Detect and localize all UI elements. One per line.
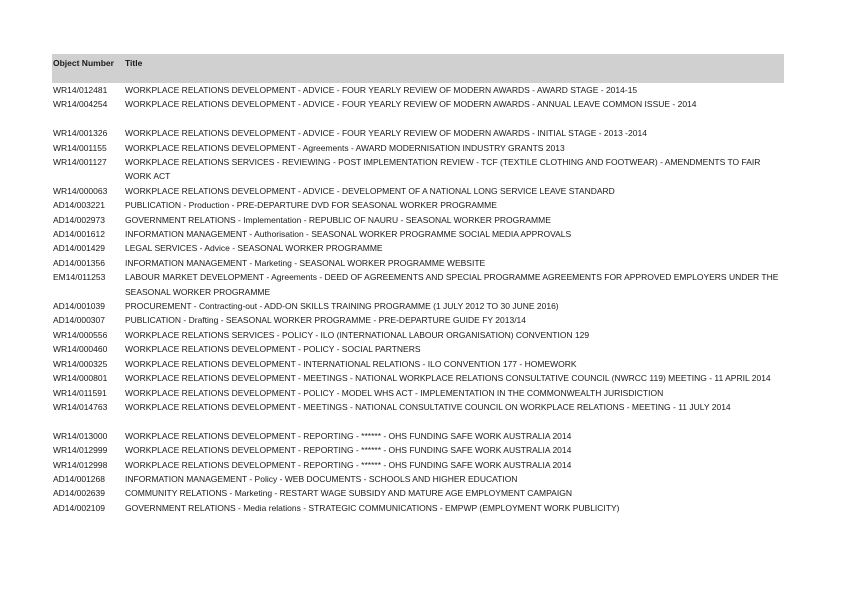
table-row bbox=[52, 501, 784, 515]
record-title: LEGAL SERVICES - Advice - SEASONAL WORKER PROGRAMME bbox=[125, 243, 383, 254]
table-body bbox=[52, 83, 784, 515]
record-title: INFORMATION MANAGEMENT - Marketing - SEASONAL WORKER PROGRAMME WEBSITE bbox=[125, 257, 486, 268]
table-row bbox=[52, 299, 784, 313]
records-table bbox=[52, 54, 784, 515]
table-row bbox=[52, 328, 784, 342]
record-title: GOVERNMENT RELATIONS - Media relations - STRATEGIC COMMUNICATIONS - EMPWP (EMPLOYMENT WORK PUBLICITY) bbox=[125, 502, 620, 513]
record-title: WORKPLACE RELATIONS SERVICES - REVIEWING - POST IMPLEMENTATION REVIEW - TCF (TEXTILE CLOTHING AND FOOTWEAR) - AMENDMENTS TO FAIR WORK ACT bbox=[125, 157, 761, 182]
record-title: WORKPLACE RELATIONS DEVELOPMENT - Agreements - AWARD MODERNISATION INDUSTRY GRANTS 2013 bbox=[125, 142, 565, 153]
table-row bbox=[52, 371, 784, 385]
object-number: AD14/000307 bbox=[53, 315, 105, 326]
object-number: WR14/000556 bbox=[53, 329, 108, 340]
table-row bbox=[52, 97, 784, 111]
table-row bbox=[52, 241, 784, 255]
table-row bbox=[52, 357, 784, 371]
object-number: WR14/014763 bbox=[53, 401, 108, 412]
object-number: WR14/011591 bbox=[53, 387, 107, 398]
object-number: WR14/012999 bbox=[53, 445, 108, 456]
record-title: GOVERNMENT RELATIONS - Implementation - REPUBLIC OF NAURU - SEASONAL WORKER PROGRAMME bbox=[125, 214, 551, 225]
object-number: WR14/000801 bbox=[53, 373, 108, 384]
record-title: INFORMATION MANAGEMENT - Policy - WEB DOCUMENTS - SCHOOLS AND HIGHER EDUCATION bbox=[125, 473, 518, 484]
record-title: WORKPLACE RELATIONS DEVELOPMENT - ADVICE - FOUR YEARLY REVIEW OF MODERN AWARDS - AWARD STAGE - 2014-15 bbox=[125, 85, 638, 95]
object-number: WR14/001127 bbox=[53, 157, 107, 168]
record-title: WORKPLACE RELATIONS DEVELOPMENT - REPORTING - ****** - OHS FUNDING SAFE WORK AUSTRALIA 2014 bbox=[125, 430, 572, 441]
record-title: WORKPLACE RELATIONS DEVELOPMENT - ADVICE - FOUR YEARLY REVIEW OF MODERN AWARDS - INITIAL STAGE - 2013 -2014 bbox=[125, 128, 647, 139]
table-row bbox=[52, 184, 784, 198]
record-title: WORKPLACE RELATIONS DEVELOPMENT - ADVICE - FOUR YEARLY REVIEW OF MODERN AWARDS - ANNUAL LEAVE COMMON ISSUE - 2014 bbox=[125, 99, 697, 110]
object-number: WR14/001155 bbox=[53, 142, 107, 153]
object-number: WR14/000460 bbox=[53, 344, 108, 355]
table-row bbox=[52, 83, 784, 97]
table-row bbox=[52, 227, 784, 241]
object-number: AD14/002109 bbox=[53, 502, 105, 513]
table-row bbox=[52, 141, 784, 155]
table-row bbox=[52, 342, 784, 356]
record-title: WORKPLACE RELATIONS DEVELOPMENT - MEETINGS - NATIONAL WORKPLACE RELATIONS CONSULTATIVE COUNCIL (NWRCC 119) MEETING - 11 APRIL 2014 bbox=[125, 373, 771, 384]
record-title: WORKPLACE RELATIONS DEVELOPMENT - MEETINGS - NATIONAL CONSULTATIVE COUNCIL ON WORKPLACE RELATIONS - MEETING - 11 JULY 2014 bbox=[125, 401, 731, 412]
record-title: WORKPLACE RELATIONS DEVELOPMENT - REPORTING - ****** - OHS FUNDING SAFE WORK AUSTRALIA 2014 bbox=[125, 445, 572, 456]
object-number: AD14/003221 bbox=[53, 200, 105, 211]
record-title: INFORMATION MANAGEMENT - Authorisation - SEASONAL WORKER PROGRAMME SOCIAL MEDIA APPROVALS bbox=[125, 229, 572, 240]
table-row bbox=[52, 400, 784, 414]
table-row bbox=[52, 270, 784, 299]
table-row bbox=[52, 429, 784, 443]
table-header bbox=[52, 54, 784, 83]
record-title: WORKPLACE RELATIONS DEVELOPMENT - REPORTING - ****** - OHS FUNDING SAFE WORK AUSTRALIA 2014 bbox=[125, 459, 572, 470]
table-row bbox=[52, 126, 784, 140]
object-number: WR14/000325 bbox=[53, 358, 108, 369]
table-row bbox=[52, 198, 784, 212]
record-title: PUBLICATION - Production - PRE-DEPARTURE DVD FOR SEASONAL WORKER PROGRAMME bbox=[125, 200, 497, 211]
object-number: AD14/002639 bbox=[53, 488, 105, 499]
table-row bbox=[52, 414, 784, 428]
table-row bbox=[52, 486, 784, 500]
table-row bbox=[52, 458, 784, 472]
object-number: WR14/001326 bbox=[53, 128, 108, 139]
record-title: WORKPLACE RELATIONS DEVELOPMENT - ADVICE - DEVELOPMENT OF A NATIONAL LONG SERVICE LEAVE STANDARD bbox=[125, 185, 615, 196]
object-number: AD14/001039 bbox=[53, 301, 105, 312]
object-number: AD14/001356 bbox=[53, 257, 105, 268]
table-row bbox=[52, 443, 784, 457]
table-row bbox=[52, 155, 784, 184]
record-title: WORKPLACE RELATIONS DEVELOPMENT - POLICY - MODEL WHS ACT - IMPLEMENTATION IN THE COMMONWEALTH JURISDICTION bbox=[125, 387, 664, 398]
object-number: AD14/001612 bbox=[53, 229, 105, 240]
table-row bbox=[52, 112, 784, 126]
table-row bbox=[52, 256, 784, 270]
table-row bbox=[52, 313, 784, 327]
table-row bbox=[52, 472, 784, 486]
object-number: WR14/013000 bbox=[53, 430, 108, 441]
header-title: Title bbox=[125, 58, 143, 68]
record-title: PROCUREMENT - Contracting-out - ADD-ON SKILLS TRAINING PROGRAMME (1 JULY 2012 TO 30 JUNE 2016) bbox=[125, 301, 559, 312]
object-number: EM14/011253 bbox=[53, 272, 106, 283]
object-number: AD14/001429 bbox=[53, 243, 105, 254]
object-number: AD14/001268 bbox=[53, 473, 105, 484]
object-number: WR14/000063 bbox=[53, 185, 108, 196]
table-row bbox=[52, 386, 784, 400]
object-number: WR14/012481 bbox=[53, 85, 108, 95]
record-title: LABOUR MARKET DEVELOPMENT - Agreements - DEED OF AGREEMENTS AND SPECIAL PROGRAMME AGREEMENTS FOR APPROVED EMPLOYERS UNDER THE SEASONAL WORKER PROGRAMME bbox=[125, 272, 779, 297]
record-title: COMMUNITY RELATIONS - Marketing - RESTART WAGE SUBSIDY AND MATURE AGE EMPLOYMENT CAMPAIGN bbox=[125, 488, 572, 499]
record-title: WORKPLACE RELATIONS DEVELOPMENT - POLICY - SOCIAL PARTNERS bbox=[125, 344, 421, 355]
object-number: WR14/004254 bbox=[53, 99, 108, 110]
object-number: WR14/012998 bbox=[53, 459, 108, 470]
record-title: WORKPLACE RELATIONS DEVELOPMENT - INTERNATIONAL RELATIONS - ILO CONVENTION 177 - HOMEWORK bbox=[125, 358, 577, 369]
table-row bbox=[52, 213, 784, 227]
header-object-number: Object Number bbox=[53, 58, 114, 68]
record-title: WORKPLACE RELATIONS SERVICES - POLICY - ILO (INTERNATIONAL LABOUR ORGANISATION) CONVENTION 129 bbox=[125, 329, 590, 340]
object-number: AD14/002973 bbox=[53, 214, 105, 225]
record-title: PUBLICATION - Drafting - SEASONAL WORKER PROGRAMME - PRE-DEPARTURE GUIDE FY 2013/14 bbox=[125, 315, 527, 326]
